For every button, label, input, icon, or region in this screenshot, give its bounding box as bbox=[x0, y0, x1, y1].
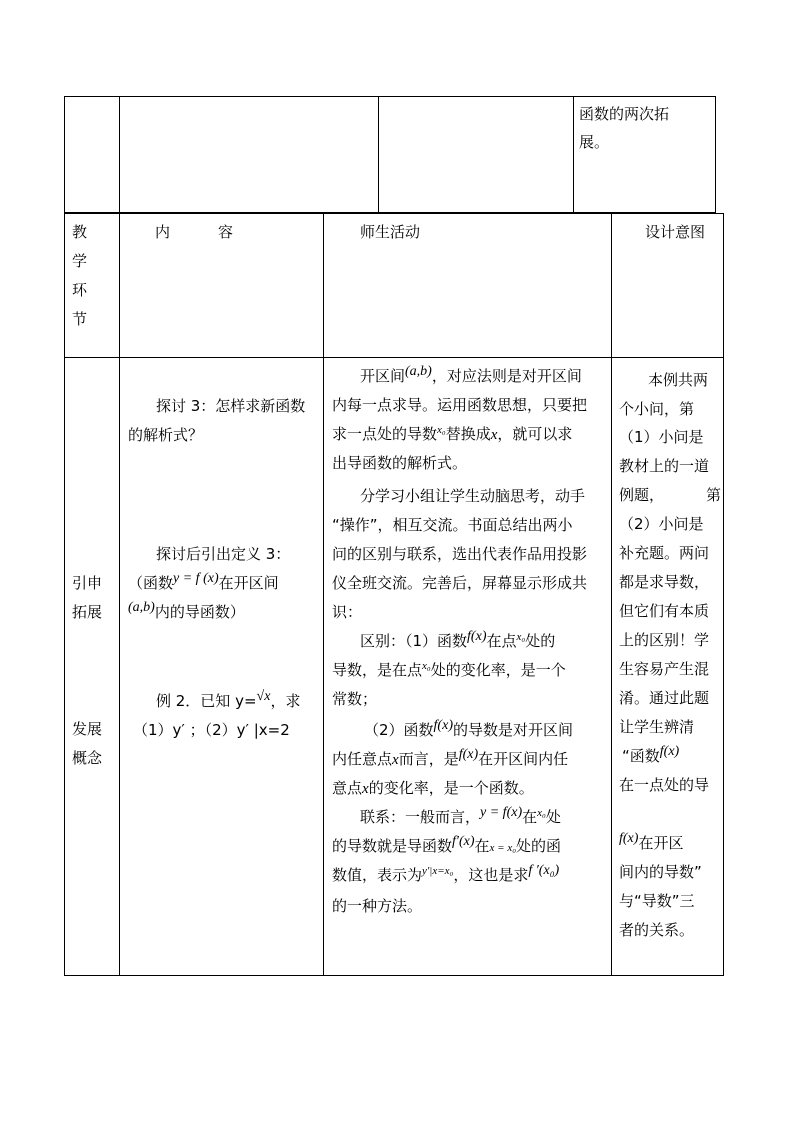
intent-line-5: 例题， 第 bbox=[619, 486, 722, 504]
activity-line-3: 求一点处的导数$^{x_0}$替换成x，就可以求 bbox=[332, 424, 573, 443]
activity-line-5: 分学习小组让学生动脑思考，动手 bbox=[360, 487, 586, 505]
header-stage-char-2: 学 bbox=[72, 252, 88, 270]
intent-line-10: 上的区别！学 bbox=[619, 631, 710, 649]
top-divider-1 bbox=[119, 96, 120, 213]
col-divider-3 bbox=[611, 213, 612, 976]
intent-line-6: （2）小问是 bbox=[619, 515, 704, 533]
stage-label-d: 概念 bbox=[72, 749, 103, 767]
activity-line-17: 的导数就是导函数f′(x)在x = x₀处的函 bbox=[332, 834, 562, 855]
activity-line-9: 识： bbox=[332, 603, 363, 621]
activity-line-6: “操作”，相互交流。书面总结出两小 bbox=[332, 516, 573, 534]
content-p2-line-1: 探讨后引出定义 3： bbox=[156, 545, 291, 563]
header-row-divider bbox=[64, 357, 724, 358]
stage-label-c: 发展 bbox=[72, 720, 103, 738]
intent-line-11: 生容易产生混 bbox=[619, 660, 710, 678]
top-intent-line-2: 展。 bbox=[579, 133, 610, 151]
intent-line-12: 淆。通过此题 bbox=[619, 689, 710, 707]
intent-line-18: 间内的导数” bbox=[619, 863, 702, 881]
activity-line-16: 联系：一般而言，y = f(x)在$^{x_0}$处 bbox=[360, 805, 561, 826]
header-stage-char-3: 环 bbox=[72, 281, 88, 299]
intent-line-13: 让学生辨清 bbox=[619, 718, 695, 736]
col-divider-2 bbox=[323, 213, 324, 976]
formula-interval-a-b: (a,b) bbox=[128, 600, 155, 615]
activity-line-14: 内任意点x而言，是f(x)在开区间内任 bbox=[332, 747, 569, 768]
intent-line-20: 者的关系。 bbox=[619, 921, 695, 939]
content-p2-line-3: (a,b)内的导函数） bbox=[128, 600, 245, 621]
activity-line-12: 常数； bbox=[332, 690, 378, 708]
intent-line-2: 个小问，第 bbox=[619, 400, 695, 418]
formula-y-f-x: y = f (x) bbox=[173, 571, 219, 586]
activity-line-8: 仪全班交流。完善后，屏幕显示形成共 bbox=[332, 574, 588, 592]
activity-line-15: 意点x的变化率，是一个函数。 bbox=[332, 779, 534, 797]
top-divider-2 bbox=[378, 96, 379, 213]
intent-line-1: 本例共两 bbox=[648, 371, 709, 389]
top-divider-3 bbox=[573, 96, 574, 213]
activity-line-11: 导数，是在点$^{x_0}$处的变化率，是一个 bbox=[332, 660, 566, 679]
header-stage-char-1: 教 bbox=[72, 223, 88, 241]
col-divider-1 bbox=[119, 213, 120, 976]
content-p1-line-1: 探讨 3：怎样求新函数 bbox=[156, 397, 306, 415]
stage-label-a: 引申 bbox=[72, 574, 103, 592]
intent-line-15: 在一点处的导 bbox=[619, 776, 710, 794]
activity-line-2: 内每一点求导。运用函数思想，只要把 bbox=[332, 396, 588, 414]
top-intent-line-1: 函数的两次拓 bbox=[579, 105, 670, 123]
activity-line-10: 区别：（1）函数f(x)在点$^{x_0}$处的 bbox=[360, 629, 556, 650]
activity-line-7: 问的区别与联系，选出代表作品用投影 bbox=[332, 545, 588, 563]
content-p1-line-2: 的解析式？ bbox=[128, 426, 204, 444]
header-content-b: 容 bbox=[218, 223, 234, 241]
header-stage-char-4: 节 bbox=[72, 310, 88, 328]
activity-line-13: （2）函数f(x)的导数是对开区间 bbox=[364, 718, 573, 739]
intent-line-19: 与“导数”三 bbox=[619, 892, 695, 910]
activity-line-4: 出导函数的解析式。 bbox=[332, 454, 468, 472]
formula-sqrt-x: √x bbox=[256, 689, 271, 704]
content-p3-line-1: 例 2．已知 y=√x，求 bbox=[156, 689, 301, 710]
intent-line-8: 都是求导数， bbox=[619, 573, 710, 591]
header-content-a: 内 bbox=[155, 223, 171, 241]
header-activity: 师生活动 bbox=[360, 223, 421, 241]
content-p3-line-2: （1）y′ ；（2）y′ |x=2 bbox=[133, 721, 290, 739]
activity-line-19: 的一种方法。 bbox=[332, 897, 423, 915]
intent-line-3: （1）小问是 bbox=[619, 428, 704, 446]
intent-line-7: 补充题。两问 bbox=[619, 544, 710, 562]
activity-line-1: 开区间(a,b)，对应法则是对开区间 bbox=[360, 364, 582, 385]
header-intent: 设计意图 bbox=[645, 223, 706, 241]
intent-line-4: 教材上的一道 bbox=[619, 457, 710, 475]
content-p2-line-2: （函数y = f (x)在开区间 bbox=[128, 571, 279, 592]
intent-line-17: f(x)在开区 bbox=[619, 831, 684, 852]
intent-line-14: “函数f(x) bbox=[622, 744, 680, 765]
activity-line-18: 数值，表示为$^{y'|x=x_0}$，这也是求f ′(x₀) bbox=[332, 863, 560, 884]
stage-label-b: 拓展 bbox=[72, 603, 103, 621]
intent-line-9: 但它们有本质 bbox=[619, 602, 710, 620]
